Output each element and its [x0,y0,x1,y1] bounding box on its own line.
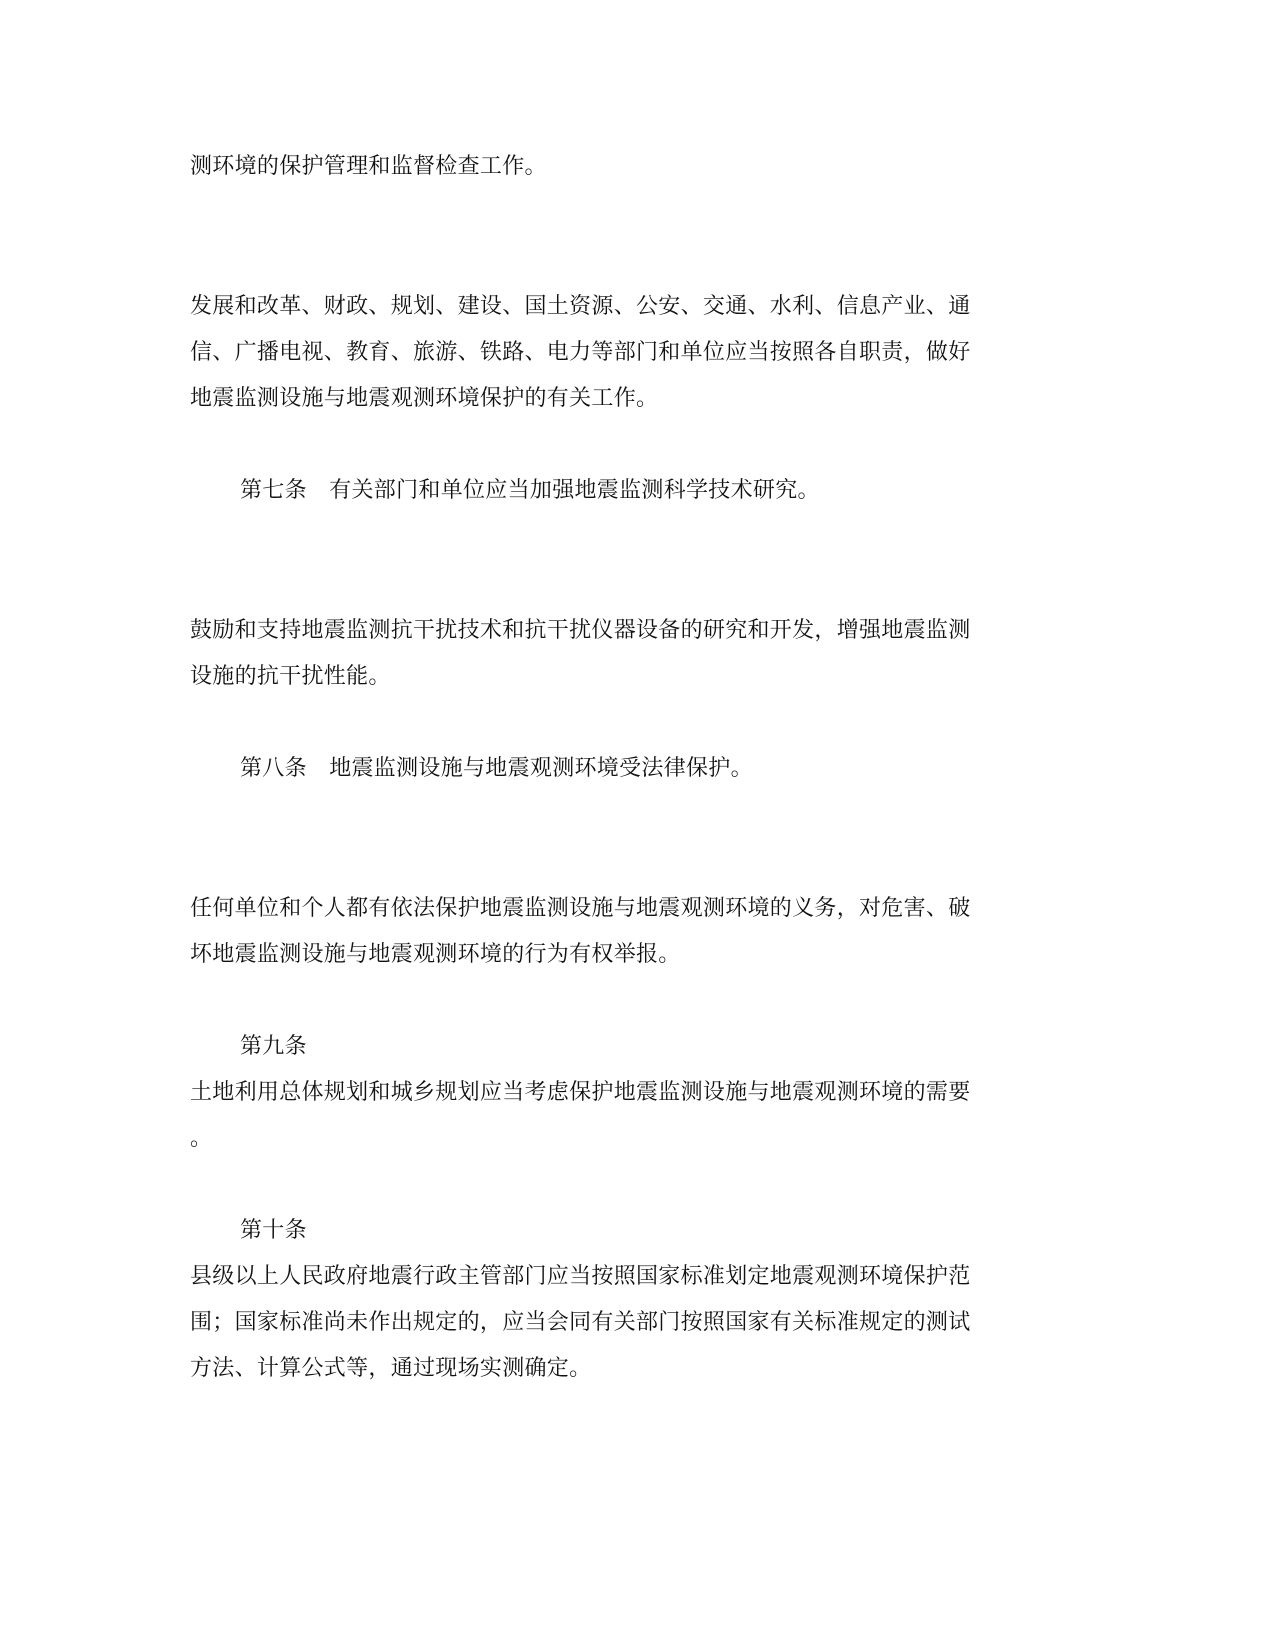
body-text-line: 县级以上人民政府地震行政主管部门应当按照国家标准划定地震观测环境保护范 [190,1264,971,1289]
body-text-line: 任何单位和个人都有依法保护地震监测设施与地震观测环境的义务，对危害、破 [190,896,971,921]
body-text-line: 围；国家标准尚未作出规定的，应当会同有关部门按照国家有关标准规定的测试 [190,1310,971,1335]
article-8-heading-line: 第八条 地震监测设施与地震观测环境受法律保护。 [240,756,753,781]
body-text-line: 土地利用总体规划和城乡规划应当考虑保护地震监测设施与地震观测环境的需要 [190,1080,971,1105]
body-text-line: 地震监测设施与地震观测环境保护的有关工作。 [190,386,659,411]
article-7-heading-line: 第七条 有关部门和单位应当加强地震监测科学技术研究。 [240,478,820,503]
body-text-line: 发展和改革、财政、规划、建设、国土资源、公安、交通、水利、信息产业、通 [190,294,971,319]
body-text-line: 鼓励和支持地震监测抗干扰技术和抗干扰仪器设备的研究和开发，增强地震监测 [190,618,971,643]
article-10-heading: 第十条 [240,1218,307,1243]
body-text-line: 测环境的保护管理和监督检查工作。 [190,154,547,179]
article-9-heading: 第九条 [240,1034,307,1059]
body-text-line: 。 [190,1126,213,1151]
body-text-line: 方法、计算公式等，通过现场实测确定。 [190,1356,592,1381]
body-text-line: 设施的抗干扰性能。 [190,664,391,689]
body-text-line: 坏地震监测设施与地震观测环境的行为有权举报。 [190,942,681,967]
body-text-line: 信、广播电视、教育、旅游、铁路、电力等部门和单位应当按照各自职责，做好 [190,340,971,365]
